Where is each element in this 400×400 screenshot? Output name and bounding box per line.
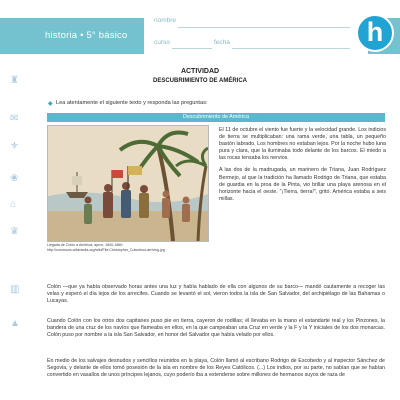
paragraph-1: El 11 de octubre el viento fue fuerte y la velocidad grande. Los indicios de tierra se multiplicaban: una rama verde, una tabla, un pequeño bastón labrado. Los hombres no estaban lejos. Por la noche hubo luna pura y clara, que la iluminaba todo delante de los barcos. El miedo a las rocas tensaba los nervios.	[219, 127, 386, 162]
illustration-svg	[48, 126, 208, 241]
grade-text: 5° básico	[86, 30, 128, 41]
instruction-text: Lea atentamente el siguiente texto y responda las preguntas:	[56, 100, 208, 106]
fleur-icon: ⚜	[10, 141, 19, 152]
temple-icon: ⌂	[10, 199, 17, 210]
brand-logo: h	[356, 14, 394, 52]
activity-title: ACTIVIDAD	[180, 68, 220, 75]
activity-subtitle: DESCUBRIMIENTO DE AMÉRICA	[152, 78, 247, 84]
paragraph-2: A las dos de la madrugada, un marinero de Triana, Juan Rodríguez Bermejo, al que la tradición ha llamado Rodrigo de Triana, que estaba de guardia en la proa de la Pinta, vio brillar una playa arenosa en el horizonte hacia el oeste. "¡Tierra, tierra!", gritó. América estaba a seis millas.	[219, 167, 386, 202]
subject-text: historia	[45, 30, 78, 41]
caption-line-1: Llegada de Colón a América, aprox. 1840-1860.	[47, 243, 124, 247]
image-caption	[47, 243, 222, 253]
paragraph-3: Colón —que ya había observado horas antes una luz y había hablado de ella con algunos de su barco— mandó cautamente a recoger las velas y esperó el día lejos de los arrecifes. Cuando se levantó el sol, vieron todos la isla de San Salvador, del archipiélago de las Bahamas o Lucayas.	[47, 284, 385, 305]
nombre-label: nombre	[154, 17, 177, 24]
pyramid-icon: ▲	[10, 318, 20, 329]
paragraph-4: Cuando Colón con los otros dos capitanes puso pie en tierra, cayeron de rodillas; él llevaba en la mano el estandarte real y los Pinzones, la bandera de una cruz de los navíos que flameaba en ellos, en la que campeaban una Cruz en verde y la F y la Y iniciales de los dos monarcas. Colón puso por nombre a la isla San Salvador, en honor del Salvador que había velado por ellos.	[47, 318, 385, 339]
fecha-field[interactable]	[232, 48, 350, 49]
bullet-icon: ◆	[48, 101, 53, 107]
emblem-icon: ❀	[10, 173, 19, 184]
fecha-label: fecha	[214, 39, 230, 46]
scroll-icon: ✉	[10, 113, 19, 124]
curso-label: curso	[154, 39, 170, 46]
crown-icon: ♛	[10, 226, 19, 237]
section-title: Descubrimiento de América	[47, 113, 385, 122]
columbus-arrival-illustration	[47, 125, 209, 242]
subject-label	[45, 30, 127, 41]
subject-separator: •	[80, 30, 84, 41]
column-icon: ▥	[10, 284, 20, 295]
curso-field[interactable]	[172, 48, 212, 49]
paragraph-5: En medio de los salvajes desnudos y sencillos reunidos en la playa, Colón llamó al escribano Rodrigo de Escobedo y al inspector Sánchez de Segovia, y delante de ellos tomó posesión de la isla en nombre de los Reyes Católicos. (...) Los indios, por su parte, no sabían que se habían convertido en vasallos de unos príncipes lejanos, cuyo poderío iba a extenderse sobre millones de hermanos suyos de raza de	[47, 358, 385, 379]
castle-icon: ♜	[10, 75, 19, 86]
nombre-field[interactable]	[178, 27, 350, 28]
right-column-text	[219, 127, 386, 208]
caption-source-link[interactable]: http://commons.wikimedia.org/wiki/File:Christopher_Columbus-arriving.jpg	[47, 248, 165, 252]
